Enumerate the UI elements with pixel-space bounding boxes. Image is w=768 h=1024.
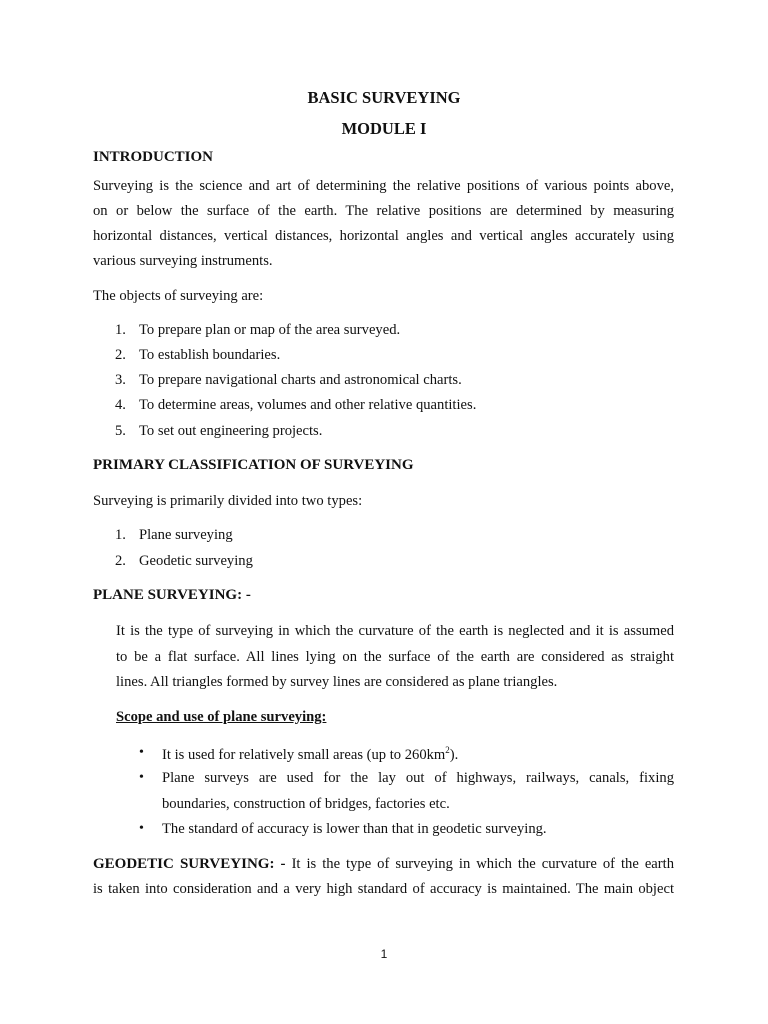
superscript: 2 bbox=[445, 745, 450, 755]
list-item bbox=[162, 745, 458, 764]
list-item-number: 5. bbox=[115, 423, 126, 439]
plane-surveying-heading: PLANE SURVEYING: - bbox=[93, 587, 251, 603]
bullet-glyph: • bbox=[139, 745, 144, 760]
geodetic-line-1-text: It is the type of surveying in which the curvature of the earth bbox=[291, 856, 674, 872]
list-item: To prepare navigational charts and astronomical charts. bbox=[139, 372, 462, 388]
list-item: To set out engineering projects. bbox=[139, 423, 323, 439]
geodetic-line-2: is taken into consideration and a very high standard of accuracy is maintained. The main object bbox=[93, 881, 674, 897]
intro-line-2: on or below the surface of the earth. The relative positions are determined by measuring bbox=[93, 203, 674, 219]
intro-line-1: Surveying is the science and art of determining the relative positions of various points above, bbox=[93, 178, 674, 194]
document-title: BASIC SURVEYING bbox=[307, 88, 461, 107]
list-item: Plane surveying bbox=[139, 527, 233, 543]
primary-intro: Surveying is primarily divided into two types: bbox=[93, 493, 363, 509]
list-item-number: 1. bbox=[115, 322, 126, 338]
bullet-glyph: • bbox=[139, 821, 144, 836]
list-item: The standard of accuracy is lower than that in geodetic surveying. bbox=[162, 821, 547, 837]
geodetic-surveying-heading: GEODETIC SURVEYING: - bbox=[93, 856, 286, 872]
module-title: MODULE I bbox=[341, 119, 427, 138]
bullet-1-text: It is used for relatively small areas (up to 260km bbox=[162, 746, 446, 763]
objects-intro: The objects of surveying are: bbox=[93, 288, 264, 304]
bullet-2-line-2: boundaries, construction of bridges, factories etc. bbox=[162, 796, 450, 812]
bullet-glyph: • bbox=[139, 770, 144, 785]
geodetic-line-1 bbox=[93, 856, 674, 873]
intro-line-4: various surveying instruments. bbox=[93, 253, 273, 269]
list-item-number: 2. bbox=[115, 553, 126, 569]
list-item-number: 3. bbox=[115, 372, 126, 388]
list-item: To prepare plan or map of the area surveyed. bbox=[139, 322, 401, 338]
list-item-number: 2. bbox=[115, 347, 126, 363]
page-number: 1 bbox=[380, 947, 388, 961]
plane-line-2: to be a flat surface. All lines lying on the surface of the earth are considered as straight bbox=[116, 649, 674, 665]
bullet-1-end: ). bbox=[449, 746, 459, 763]
plane-line-1: It is the type of surveying in which the curvature of the earth is neglected and it is assumed bbox=[116, 623, 674, 639]
plane-line-3: lines. All triangles formed by survey lines are considered as plane triangles. bbox=[116, 674, 558, 690]
intro-line-3: horizontal distances, vertical distances, horizontal angles and vertical angles accurately using bbox=[93, 228, 674, 244]
scope-heading: Scope and use of plane surveying: bbox=[116, 709, 327, 725]
list-item-number: 4. bbox=[115, 397, 126, 413]
list-item-number: 1. bbox=[115, 527, 126, 543]
list-item: Geodetic surveying bbox=[139, 553, 253, 569]
bullet-2-line-1: Plane surveys are used for the lay out of highways, railways, canals, fixing bbox=[162, 770, 674, 786]
primary-classification-heading: PRIMARY CLASSIFICATION OF SURVEYING bbox=[93, 457, 414, 473]
introduction-heading: INTRODUCTION bbox=[93, 149, 214, 165]
list-item: To establish boundaries. bbox=[139, 347, 281, 363]
list-item: To determine areas, volumes and other relative quantities. bbox=[139, 397, 477, 413]
